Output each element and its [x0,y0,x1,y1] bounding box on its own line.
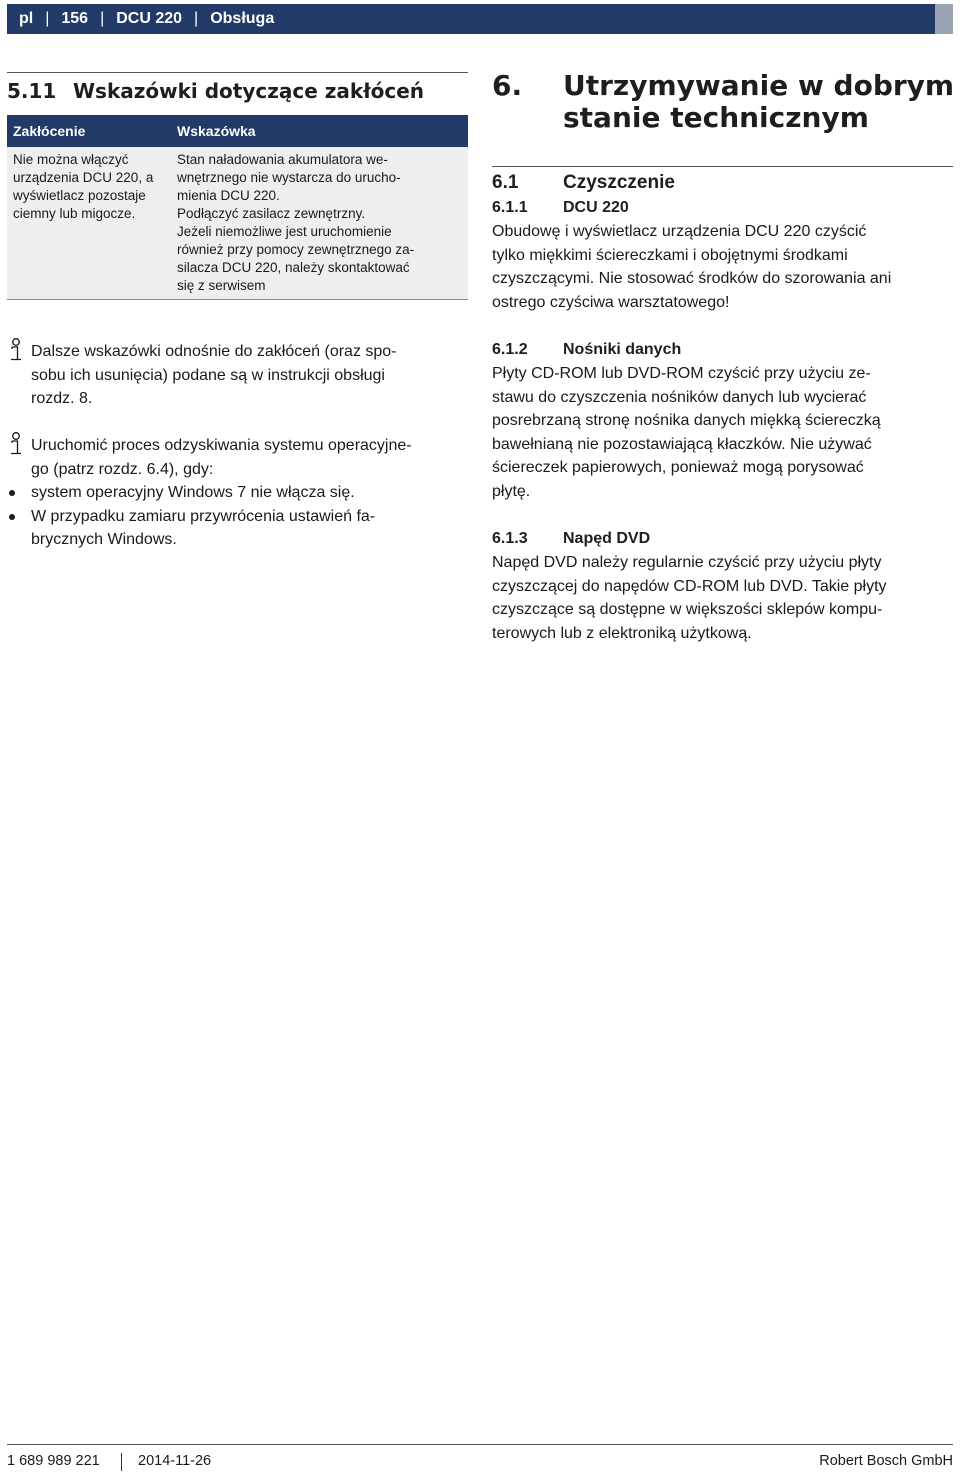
chapter-heading [492,70,953,134]
text-line: go (patrz rozdz. 6.4), gdy: [31,460,214,478]
text-line: stawu do czyszczenia nośników danych lub wycierać [492,388,867,406]
text-line: brycznych Windows. [31,531,177,548]
text-line: również przy pomocy zewnętrznego za- [177,242,415,257]
table-header-fault: Zakłócenie [13,123,86,139]
divider [492,166,953,167]
page-header [7,4,953,34]
info-note-text [31,340,468,411]
text-line: system operacyjny Windows 7 nie włącza się. [31,484,355,501]
info-note-text [31,434,468,481]
subsection-number: 6.1 [492,172,519,193]
text-line: czyszczącymi. Nie stosować środków do szorowania ani [492,270,892,288]
text-line: wyświetlacz pozostaje [13,188,146,203]
text-line: Podłączyć zasilacz zewnętrzny. [177,206,366,221]
subsubsection-number: 6.1.2 [492,341,528,358]
table-cell-fault [7,151,167,295]
section-title: Wskazówki dotyczące zakłóceń [73,79,425,103]
table-cell-hint [167,151,467,295]
troubleshooting-table [7,115,468,300]
text-line: ściereczek papierowych, ponieważ mogą porysować [492,459,864,477]
text-line: urządzenia DCU 220, a [13,170,154,185]
text-line: Jeżeli niemożliwe jest uruchomienie [177,224,392,239]
table-header [7,115,468,147]
subsubsection-title: DCU 220 [563,199,629,216]
subsubsection-title: Napęd DVD [563,530,651,547]
text-line: Płyty CD-ROM lub DVD-ROM czyścić przy użyciu ze- [492,365,871,382]
text-line: tylko miękkimi ściereczkami i obojętnymi środkami [492,246,848,264]
list-item [7,505,468,552]
subsection-heading [492,172,953,194]
header-accent [935,4,953,34]
header-separator: | [100,10,105,27]
header-page-number: 156 [61,10,89,27]
text-line: terowych lub z elektroniką użytkową. [492,624,752,642]
text-line: ostrego czyściwa warsztatowego! [492,293,730,311]
table-header-hint: Wskazówka [177,123,256,139]
subsubsection-number: 6.1.1 [492,199,528,216]
text-line: Napęd DVD należy regularnie czyścić przy użyciu płyty [492,554,882,571]
paragraph [492,551,953,645]
chapter-title: stanie technicznym [563,101,869,134]
text-line: się z serwisem [177,278,266,293]
text-line: Stan naładowania akumulatora we- [177,152,388,167]
info-note [7,434,468,481]
text-line: sobu ich usunięcia) podane są w instrukcji obsługi [31,366,385,384]
footer-separator [121,1453,122,1471]
list-item [7,481,468,505]
header-separator: | [194,10,199,27]
text-line: posrebrzaną stronę nośnika danych miękką ściereczką [492,412,881,430]
bullet-icon [9,514,15,520]
text-line: mienia DCU 220. [177,188,280,203]
subsection-title: Czyszczenie [563,172,675,193]
text-line: Nie można włączyć [13,152,129,167]
paragraph [492,220,953,314]
subsubsection-heading [492,530,953,548]
bullet-list [7,481,468,552]
chapter-title: Utrzymywanie w dobrym [563,69,955,102]
footer-divider [7,1444,953,1445]
subsubsection-heading [492,341,953,359]
subsubsection-number: 6.1.3 [492,530,528,547]
paragraph [492,362,953,504]
info-note [7,340,468,411]
table-row [7,147,468,300]
text-line: czyszczącej do napędów CD-ROM lub DVD. Takie płyty [492,577,887,595]
subsubsection-title: Nośniki danych [563,341,682,358]
text-line: bawełnianą nie pozostawiającą kłaczków. Nie używać [492,435,872,453]
text-line: wnętrznego nie wystarcza do urucho- [177,170,401,185]
header-separator: | [45,10,50,27]
header-section: Obsługa [210,10,275,27]
bullet-icon [9,490,15,496]
header-product: DCU 220 [116,10,183,27]
footer-doc-number: 1 689 989 221 [7,1453,100,1469]
text-line: czyszczące są dostępne w większości sklepów kompu- [492,601,883,619]
text-line: W przypadku zamiaru przywrócenia ustawień fa- [31,507,376,525]
section-number: 5.11 [7,79,57,103]
text-line: silacza DCU 220, należy skontaktować [177,260,410,275]
footer-company: Robert Bosch GmbH [819,1453,953,1469]
text-line: rozdz. 8. [31,390,93,407]
footer-date: 2014-11-26 [138,1453,212,1469]
text-line: Dalsze wskazówki odnośnie do zakłóceń (oraz spo- [31,343,397,360]
info-icon [7,432,27,456]
text-line: Obudowę i wyświetlacz urządzenia DCU 220 czyścić [492,223,867,240]
text-line: płytę. [492,482,531,500]
section-heading [7,72,468,103]
text-line: ciemny lub migocze. [13,206,136,221]
chapter-number: 6. [492,69,523,102]
text-line: Uruchomić proces odzyskiwania systemu operacyjne- [31,437,412,454]
info-icon [7,338,27,362]
subsubsection-heading [492,199,953,217]
header-lang: pl [19,10,34,27]
